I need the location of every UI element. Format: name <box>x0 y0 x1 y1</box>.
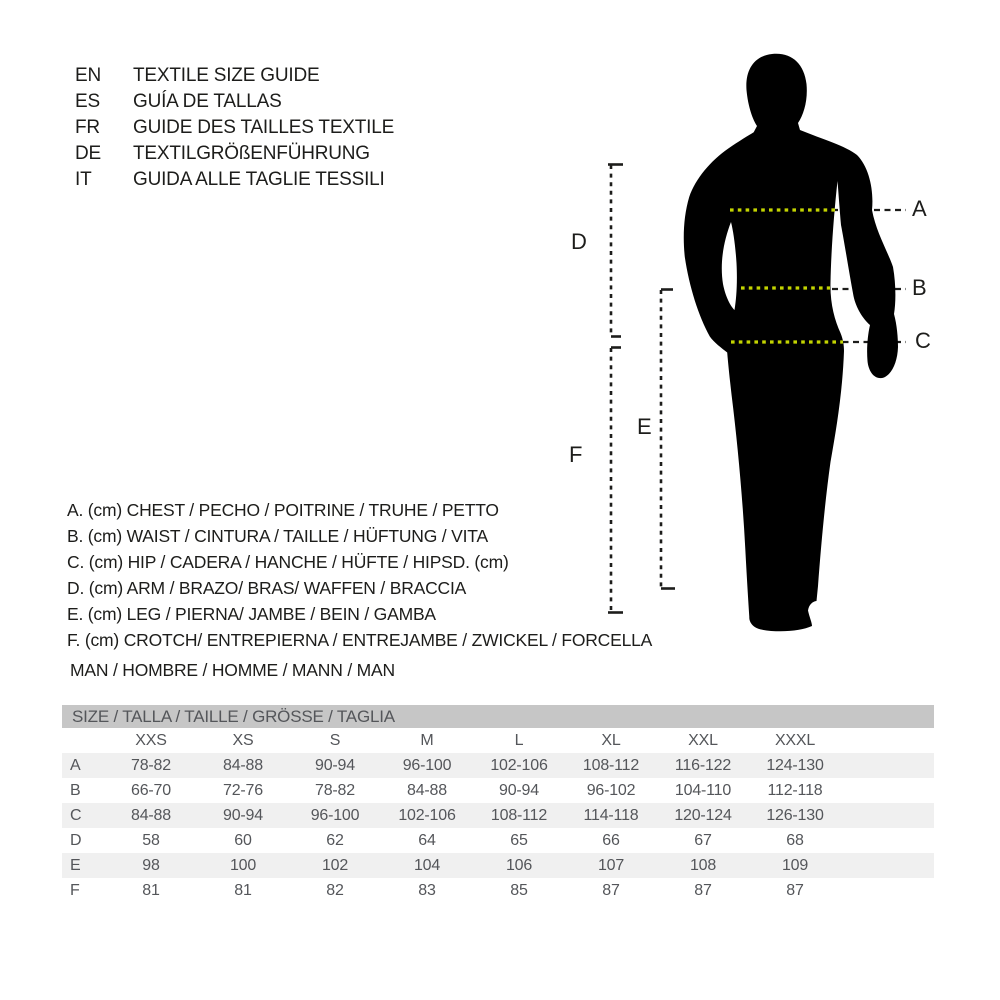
row-label: B <box>70 782 81 799</box>
table-row-chest <box>62 753 934 778</box>
size-cell: 120-124 <box>674 807 732 824</box>
size-cell: 58 <box>142 832 160 849</box>
language-code: IT <box>75 169 92 190</box>
size-cell: 72-76 <box>223 782 263 799</box>
size-cell: 108-112 <box>490 807 548 824</box>
size-cell: 65 <box>510 832 528 849</box>
leg-label: E <box>637 414 652 439</box>
size-cell: 83 <box>418 882 436 899</box>
size-cell: 78-82 <box>131 757 171 774</box>
size-cell: 108-112 <box>582 757 640 774</box>
size-cell: 64 <box>418 832 436 849</box>
row-label: D <box>70 832 82 849</box>
guide-title: GUÍA DE TALLAS <box>133 91 282 112</box>
col-header: XXXL <box>774 732 816 749</box>
col-header: L <box>514 732 524 749</box>
size-cell: 62 <box>326 832 344 849</box>
size-cell: 67 <box>694 832 712 849</box>
size-table-title: SIZE / TALLA / TAILLE / GRÖSSE / TAGLIA <box>62 705 934 728</box>
legend-chest: A. (cm) CHEST / PECHO / POITRINE / TRUHE / PETTO <box>67 500 499 520</box>
size-cell: 87 <box>786 882 804 899</box>
size-cell: 100 <box>229 857 257 874</box>
hip-label: C <box>915 328 931 353</box>
row-label: E <box>70 857 81 874</box>
language-code: FR <box>75 117 100 138</box>
legend-hip: C. (cm) HIP / CADERA / HANCHE / HÜFTE / HIPSD. (cm) <box>67 552 509 572</box>
guide-title: GUIDA ALLE TAGLIE TESSILI <box>133 169 385 190</box>
table-row-leg <box>62 853 934 878</box>
col-header: XXS <box>135 732 167 749</box>
size-cell: 102-106 <box>490 757 548 774</box>
size-cell: 84-88 <box>407 782 447 799</box>
language-code: ES <box>75 91 100 112</box>
size-cell: 78-82 <box>315 782 355 799</box>
size-cell: 66-70 <box>131 782 171 799</box>
leg-bracket <box>661 290 675 589</box>
size-cell: 114-118 <box>583 807 639 824</box>
chest-label: A <box>912 196 927 221</box>
corner-cell <box>62 728 105 753</box>
size-cell: 108 <box>689 857 717 874</box>
size-cell: 104 <box>413 857 441 874</box>
language-code: DE <box>75 143 101 164</box>
size-cell: 102 <box>321 857 349 874</box>
size-cell: 90-94 <box>499 782 539 799</box>
size-cell: 116-122 <box>674 757 732 774</box>
size-cell: 107 <box>597 857 625 874</box>
table-row-crotch <box>62 878 934 903</box>
size-cell: 81 <box>234 882 252 899</box>
size-cell: 81 <box>142 882 160 899</box>
col-header: M <box>420 732 434 749</box>
size-cell: 109 <box>781 857 809 874</box>
measure-legend <box>67 497 652 653</box>
table-row-hip <box>62 803 934 828</box>
row-label: C <box>70 807 82 824</box>
legend-arm: D. (cm) ARM / BRAZO/ BRAS/ WAFFEN / BRACCIA <box>67 578 467 598</box>
row-label: F <box>70 882 80 899</box>
size-cell: 102-106 <box>398 807 456 824</box>
size-cell: 98 <box>142 857 160 874</box>
waist-label: B <box>912 275 927 300</box>
crotch-label: F <box>569 442 583 467</box>
size-cell: 106 <box>505 857 533 874</box>
gender-line: MAN / HOMBRE / HOMME / MANN / MAN <box>70 660 395 680</box>
size-cell: 85 <box>510 882 528 899</box>
size-cell: 112-118 <box>767 782 823 799</box>
size-cell: 60 <box>234 832 252 849</box>
guide-title: GUIDE DES TAILLES TEXTILE <box>133 117 395 138</box>
size-cell: 84-88 <box>223 757 263 774</box>
legend-crotch: F. (cm) CROTCH/ ENTREPIERNA / ENTREJAMBE / ZWICKEL / FORCELLA <box>67 630 653 650</box>
size-cell: 96-102 <box>586 782 636 799</box>
size-cell: 68 <box>786 832 804 849</box>
guide-title: TEXTILGRÖßENFÜHRUNG <box>133 143 370 164</box>
size-cell: 84-88 <box>131 807 171 824</box>
size-header-row <box>62 728 934 753</box>
size-cell: 96-100 <box>402 757 452 774</box>
language-code: EN <box>75 65 101 86</box>
size-cell: 82 <box>326 882 344 899</box>
size-cell: 87 <box>602 882 620 899</box>
size-cell: 124-130 <box>766 757 824 774</box>
col-header: XL <box>601 732 621 749</box>
size-cell: 96-100 <box>310 807 360 824</box>
row-label: A <box>70 757 81 774</box>
col-header: S <box>329 732 341 749</box>
guide-title: TEXTILE SIZE GUIDE <box>133 65 320 86</box>
size-cell: 87 <box>694 882 712 899</box>
col-header: XXL <box>688 732 718 749</box>
table-row-waist <box>62 778 934 803</box>
arm-label: D <box>571 229 587 254</box>
size-cell: 90-94 <box>223 807 263 824</box>
size-cell: 90-94 <box>315 757 355 774</box>
size-table <box>62 705 934 903</box>
legend-waist: B. (cm) WAIST / CINTURA / TAILLE / HÜFTUNG / VITA <box>67 526 488 546</box>
size-cell: 66 <box>602 832 620 849</box>
col-header: XS <box>232 732 254 749</box>
table-row-arm <box>62 828 934 853</box>
size-cell: 126-130 <box>766 807 824 824</box>
legend-leg: E. (cm) LEG / PIERNA/ JAMBE / BEIN / GAMBA <box>67 604 436 624</box>
size-cell: 104-110 <box>674 782 732 799</box>
